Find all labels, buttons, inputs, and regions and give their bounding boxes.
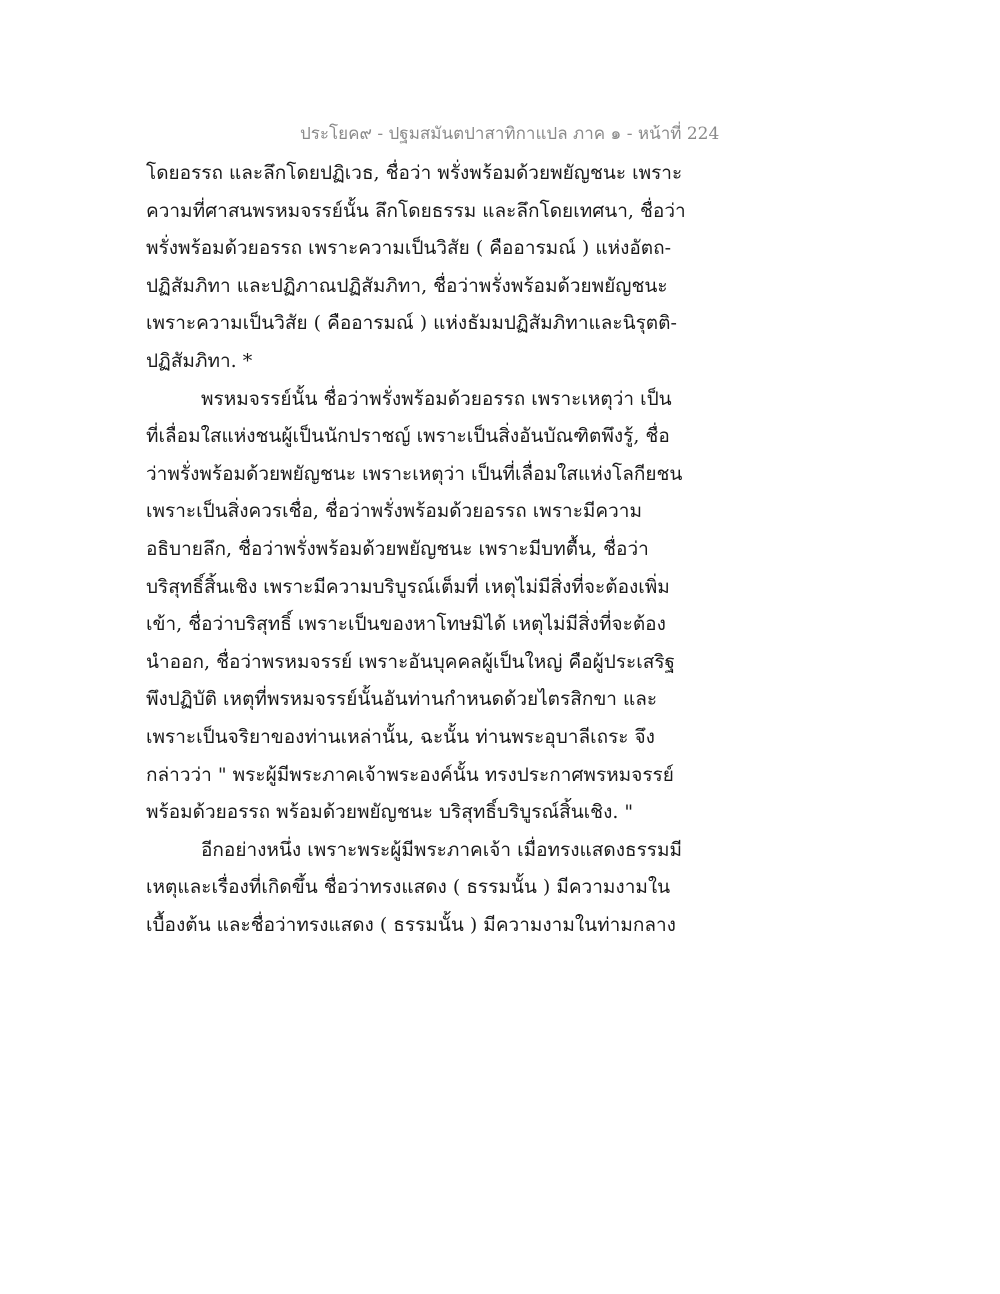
text-line: ที่เลื่อมใสแห่งชนผู้เป็นนักปราชญ์ เพราะเป็นสิ่งอันบัณฑิตพึงรู้, ชื่อ [146,425,670,448]
text-line: พรั่งพร้อมด้วยอรรถ เพราะความเป็นวิสัย ( คืออารมณ์ ) แห่งอัตถ- [146,237,672,260]
text-line: เพราะความเป็นวิสัย ( คืออารมณ์ ) แห่งธัมมปฏิสัมภิทาและนิรุตติ- [146,312,677,335]
paragraph-start-line: อีกอย่างหนึ่ง เพราะพระผู้มีพระภาคเจ้า เมื่อทรงแสดงธรรมมี [201,838,683,861]
text-line: พร้อมด้วยอรรถ พร้อมด้วยพยัญชนะ บริสุทธิ์บริบูรณ์สิ้นเชิง. " [146,801,634,824]
text-line: เหตุและเรื่องที่เกิดขึ้น ชื่อว่าทรงแสดง ( ธรรมนั้น ) มีความงามใน [146,876,671,899]
running-header: ประโยค๙ - ปฐมสมันตปาสาทิกาแปล ภาค ๑ - หน้าที่ 224 [300,124,720,144]
text-line: พึงปฏิบัติ เหตุที่พรหมจรรย์นั้นอันท่านกำหนดด้วยไตรสิกขา และ [146,688,658,711]
text-line: เบื้องต้น และชื่อว่าทรงแสดง ( ธรรมนั้น ) มีความงามในท่ามกลาง [146,913,676,936]
text-line: ความที่ศาสนพรหมจรรย์นั้น ลึกโดยธรรม และลึกโดยเทศนา, ชื่อว่า [146,199,686,222]
text-line: ปฏิสัมภิทา และปฏิภาณปฏิสัมภิทา, ชื่อว่าพรั่งพร้อมด้วยพยัญชนะ [146,274,668,297]
text-line: เข้า, ชื่อว่าบริสุทธิ์ เพราะเป็นของหาโทษมิได้ เหตุไม่มีสิ่งที่จะต้อง [146,613,666,636]
paragraph-start-line: พรหมจรรย์นั้น ชื่อว่าพรั่งพร้อมด้วยอรรถ เพราะเหตุว่า เป็น [201,387,672,410]
text-line: เพราะเป็นสิ่งควรเชื่อ, ชื่อว่าพรั่งพร้อมด้วยอรรถ เพราะมีความ [146,500,642,523]
text-line: ว่าพรั่งพร้อมด้วยพยัญชนะ เพราะเหตุว่า เป็นที่เลื่อมใสแห่งโลกียชน [146,462,683,485]
text-line: กล่าวว่า " พระผู้มีพระภาคเจ้าพระองค์นั้น ทรงประกาศพรหมจรรย์ [146,763,674,786]
body-text [146,155,691,944]
text-line: โดยอรรถ และลึกโดยปฏิเวธ, ชื่อว่า พรั่งพร้อมด้วยพยัญชนะ เพราะ [146,162,683,184]
text-line: เพราะเป็นจริยาของท่านเหล่านั้น, ฉะนั้น ท่านพระอุบาลีเถระ จึง [146,725,655,748]
text-line: ปฏิสัมภิทา. * [146,349,253,372]
text-line: นำออก, ชื่อว่าพรหมจรรย์ เพราะอันบุคคลผู้เป็นใหญ่ คือผู้ประเสริฐ [146,650,676,673]
text-line: บริสุทธิ์สิ้นเชิง เพราะมีความบริบูรณ์เต็มที่ เหตุไม่มีสิ่งที่จะต้องเพิ่ม [146,575,670,598]
text-line: อธิบายลึก, ชื่อว่าพรั่งพร้อมด้วยพยัญชนะ เพราะมีบทตื้น, ชื่อว่า [146,537,649,560]
